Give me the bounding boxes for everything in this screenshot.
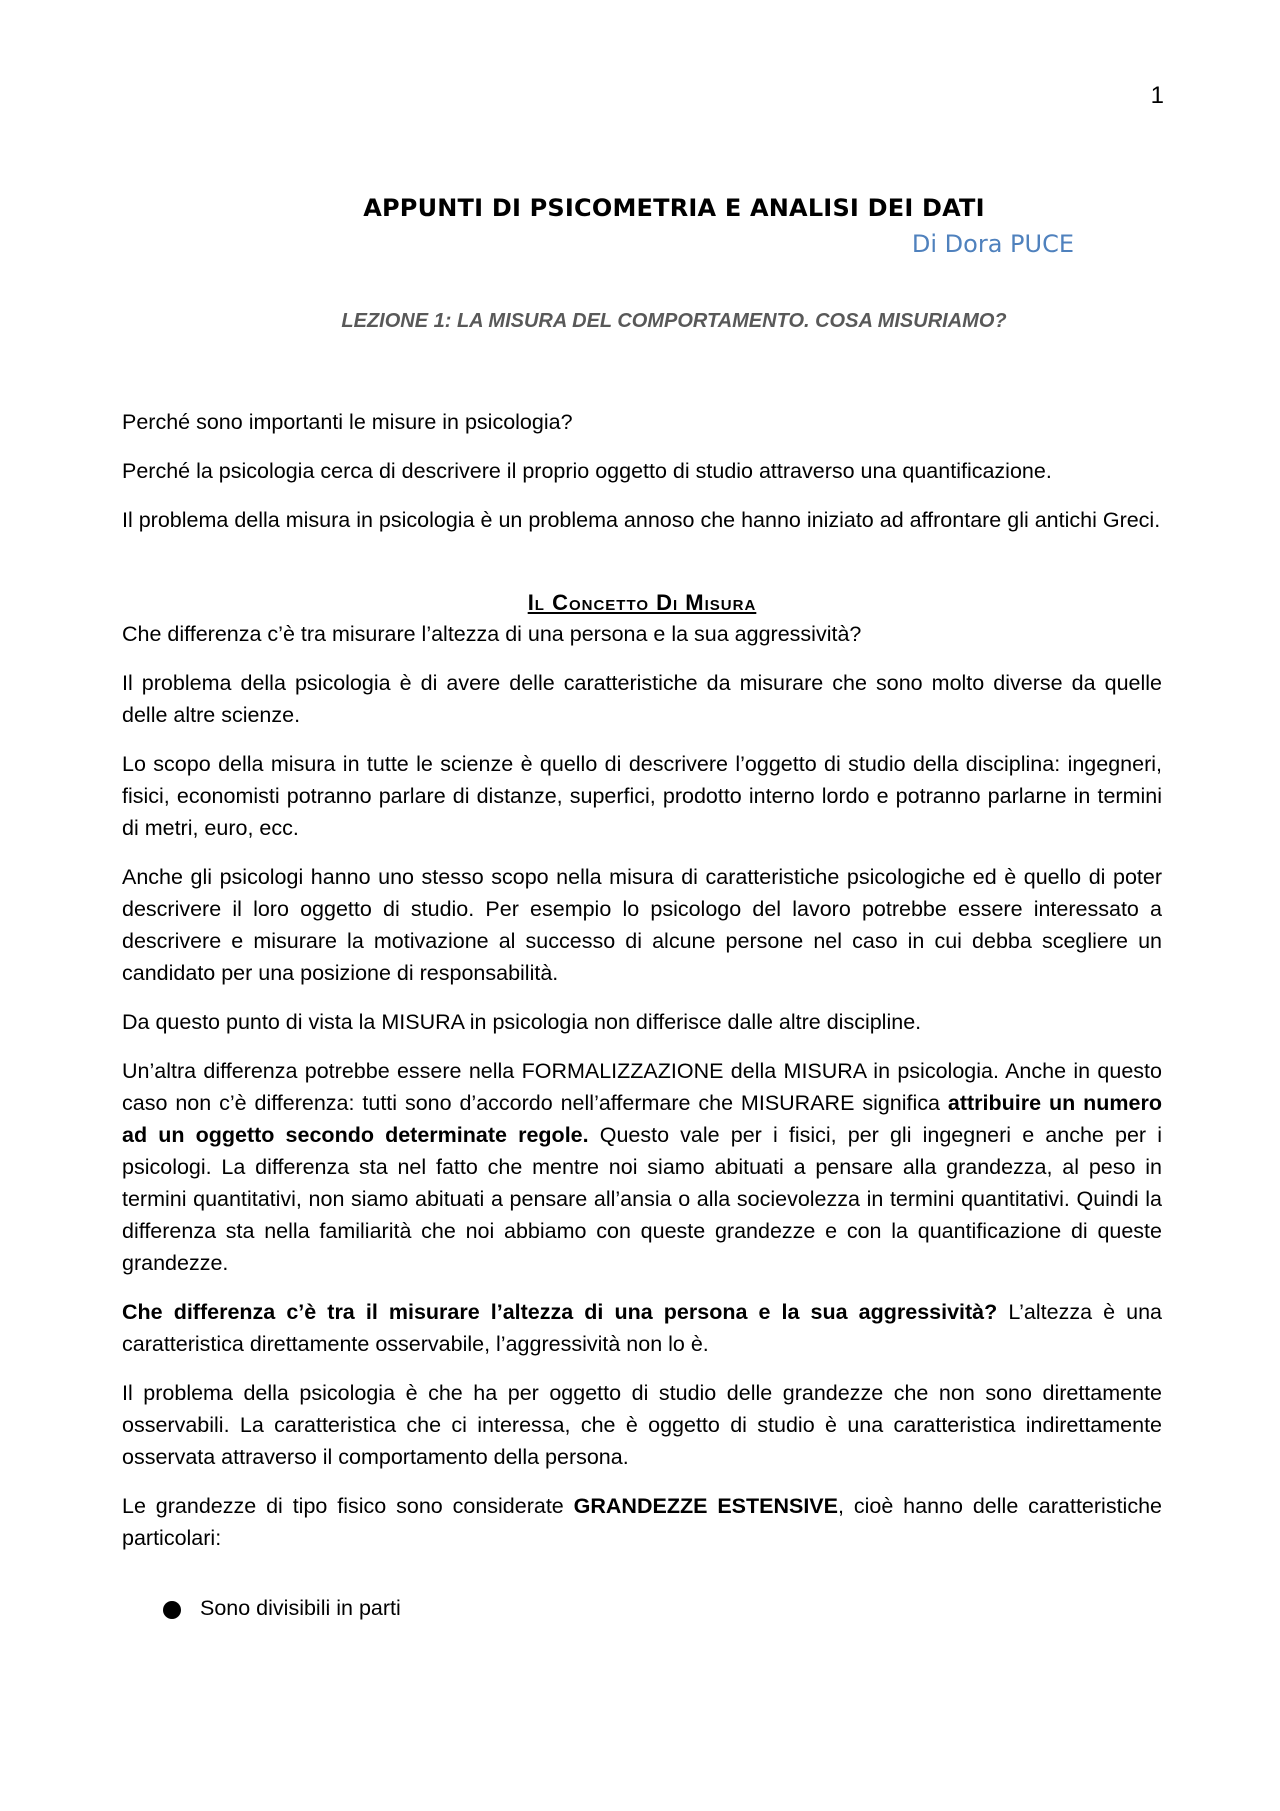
bullet-dot-icon [163, 1601, 181, 1619]
intro-paragraph-3: Il problema della misura in psicologia è un problema annoso che hanno iniziato ad affrontare gli antichi Greci. [122, 508, 1161, 532]
section-heading: Il Concetto Di Misura [527, 590, 757, 615]
list-item [122, 1592, 1162, 1624]
measure-definition-bold: attribuire un numero ad un oggetto secondo determinate regole. [122, 1091, 1163, 1147]
paragraph-9-text-b: , cioè hanno delle caratteristiche particolari: [122, 1494, 1162, 1550]
question-bold: Che differenza c’è tra il misurare l’altezza di una persona e la sua aggressività? [122, 1300, 998, 1324]
section-paragraph-5: Da questo punto di vista la MISURA in psicologia non differisce dalle altre discipline. [122, 1010, 922, 1034]
section-paragraph-6 [122, 1055, 1162, 1279]
section-paragraph-7 [122, 1296, 1162, 1360]
document-title: APPUNTI DI PSICOMETRIA E ANALISI DEI DATI [363, 194, 985, 222]
intro-paragraph-1: Perché sono importanti le misure in psicologia? [122, 410, 573, 434]
section-paragraph-4: Anche gli psicologi hanno uno stesso scopo nella misura di caratteristiche psicologiche ed è quello di poter descrivere il loro oggetto di studio. Per esempio lo psicologo del lavoro potrebbe essere interessato a descrivere e misurare la motivazione al successo di alcune persone nel caso in cui debba scegliere un candidato per una posizione di responsabilità. [122, 865, 1162, 985]
bullet-list [122, 1592, 1162, 1624]
document-author: Di Dora PUCE [911, 230, 1074, 258]
page-number: 1 [1150, 82, 1164, 109]
lesson-heading: LEZIONE 1: LA MISURA DEL COMPORTAMENTO. COSA MISURIAMO? [341, 310, 1007, 332]
extensive-quantities-bold: GRANDEZZE ESTENSIVE [573, 1494, 838, 1518]
section-paragraph-9 [122, 1490, 1162, 1554]
paragraph-6-text-a: Un’altra differenza potrebbe essere nella FORMALIZZAZIONE della MISURA in psicologia. Anche in questo caso non c’è differenza: tutti sono d’accordo nell’affermare che MISURARE significa [122, 1059, 1162, 1115]
section-paragraph-2: Il problema della psicologia è di avere delle caratteristiche da misurare che sono molto diverse da quelle delle altre scienze. [122, 671, 1162, 727]
paragraph-9-text-a: Le grandezze di tipo fisico sono considerate [122, 1494, 574, 1518]
list-item-text: Sono divisibili in parti [200, 1596, 401, 1620]
section-paragraph-8: Il problema della psicologia è che ha per oggetto di studio delle grandezze che non sono direttamente osservabili. La caratteristica che ci interessa, che è oggetto di studio è una caratteristica indirettamente osservata attraverso il comportamento della persona. [122, 1381, 1162, 1469]
section-paragraph-3: Lo scopo della misura in tutte le scienze è quello di descrivere l’oggetto di studio della disciplina: ingegneri, fisici, economisti potranno parlare di distanze, superfici, prodotto interno lordo e potranno parlarne in termini di metri, euro, ecc. [122, 752, 1162, 840]
paragraph-6-text-b: Questo vale per i fisici, per gli ingegneri e anche per i psicologi. La differenza sta nel fatto che mentre noi siamo abituati a pensare alla grandezza, al peso in termini quantitativi, non siamo abituati a pensare all’ansia o alla socievolezza in termini quantitativi. Quindi la differenza sta nella familiarità che noi abbiamo con queste grandezze e con la quantificazione di queste grandezze. [122, 1123, 1162, 1275]
document-body [122, 406, 1162, 1624]
intro-paragraph-2: Perché la psicologia cerca di descrivere il proprio oggetto di studio attraverso una quantificazione. [122, 459, 1052, 483]
paragraph-7-text: L’altezza è una caratteristica direttamente osservabile, l’aggressività non lo è. [122, 1300, 1163, 1356]
section-paragraph-1: Che differenza c’è tra misurare l’altezza di una persona e la sua aggressività? [122, 622, 862, 646]
